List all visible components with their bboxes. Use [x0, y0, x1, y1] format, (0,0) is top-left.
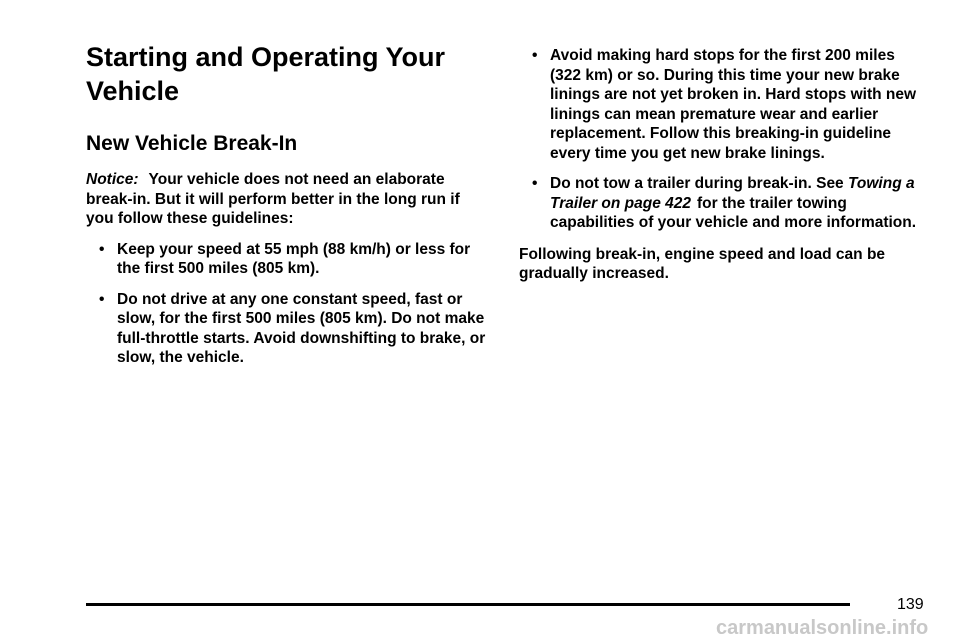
closing-paragraph: Following break-in, engine speed and load can be gradually increased. — [519, 245, 886, 282]
page-title: Starting and Operating Your Vehicle — [86, 42, 446, 106]
bullet-icon: • — [532, 47, 538, 64]
list-item — [519, 174, 924, 233]
notice-paragraph — [86, 170, 486, 229]
list-item-text: Avoid making hard stops for the first 200 miles (322 km) or so. During this time your new brake linings are not yet broken in. Hard stops with new linings can mean premature wear and earlier replacement. Follow this breaking-in guideline every time you get new brake linings. — [550, 47, 917, 162]
bullet-icon: • — [99, 290, 105, 308]
cross-reference-link[interactable]: Towing a Trailer on page 422 — [550, 175, 915, 212]
list-item — [519, 46, 924, 163]
list-item-text: Do not drive at any one constant speed, fast or slow, for the first 500 miles (805 km). Do not make full-throttle starts. Avoid downshifting to brake, or slow, the vehicle. — [117, 290, 486, 366]
watermark: carmanualsonline.info — [716, 617, 929, 639]
right-column — [519, 46, 924, 284]
notice-label: Notice: — [86, 171, 139, 188]
guideline-list-right — [519, 46, 924, 233]
bullet-icon: • — [532, 175, 538, 192]
left-column — [86, 40, 486, 368]
list-item-text: Keep your speed at 55 mph (88 km/h) or less for the first 500 miles (805 km). — [117, 240, 471, 277]
list-item — [86, 240, 486, 279]
section-title: New Vehicle Break-In — [86, 132, 298, 155]
footer-rule — [86, 603, 850, 606]
notice-text: Your vehicle does not need an elaborate break-in. But it will perform better in the long run if you follow these guidelines: — [86, 171, 460, 227]
bullet-icon: • — [99, 240, 105, 258]
list-item-text-after: for the trailer towing capabilities of your vehicle and more information. — [550, 194, 917, 231]
guideline-list-left — [86, 240, 486, 368]
list-item-text-before: Do not tow a trailer during break-in. See — [550, 175, 844, 192]
page-number: 139 — [897, 596, 924, 613]
list-item — [86, 290, 486, 368]
